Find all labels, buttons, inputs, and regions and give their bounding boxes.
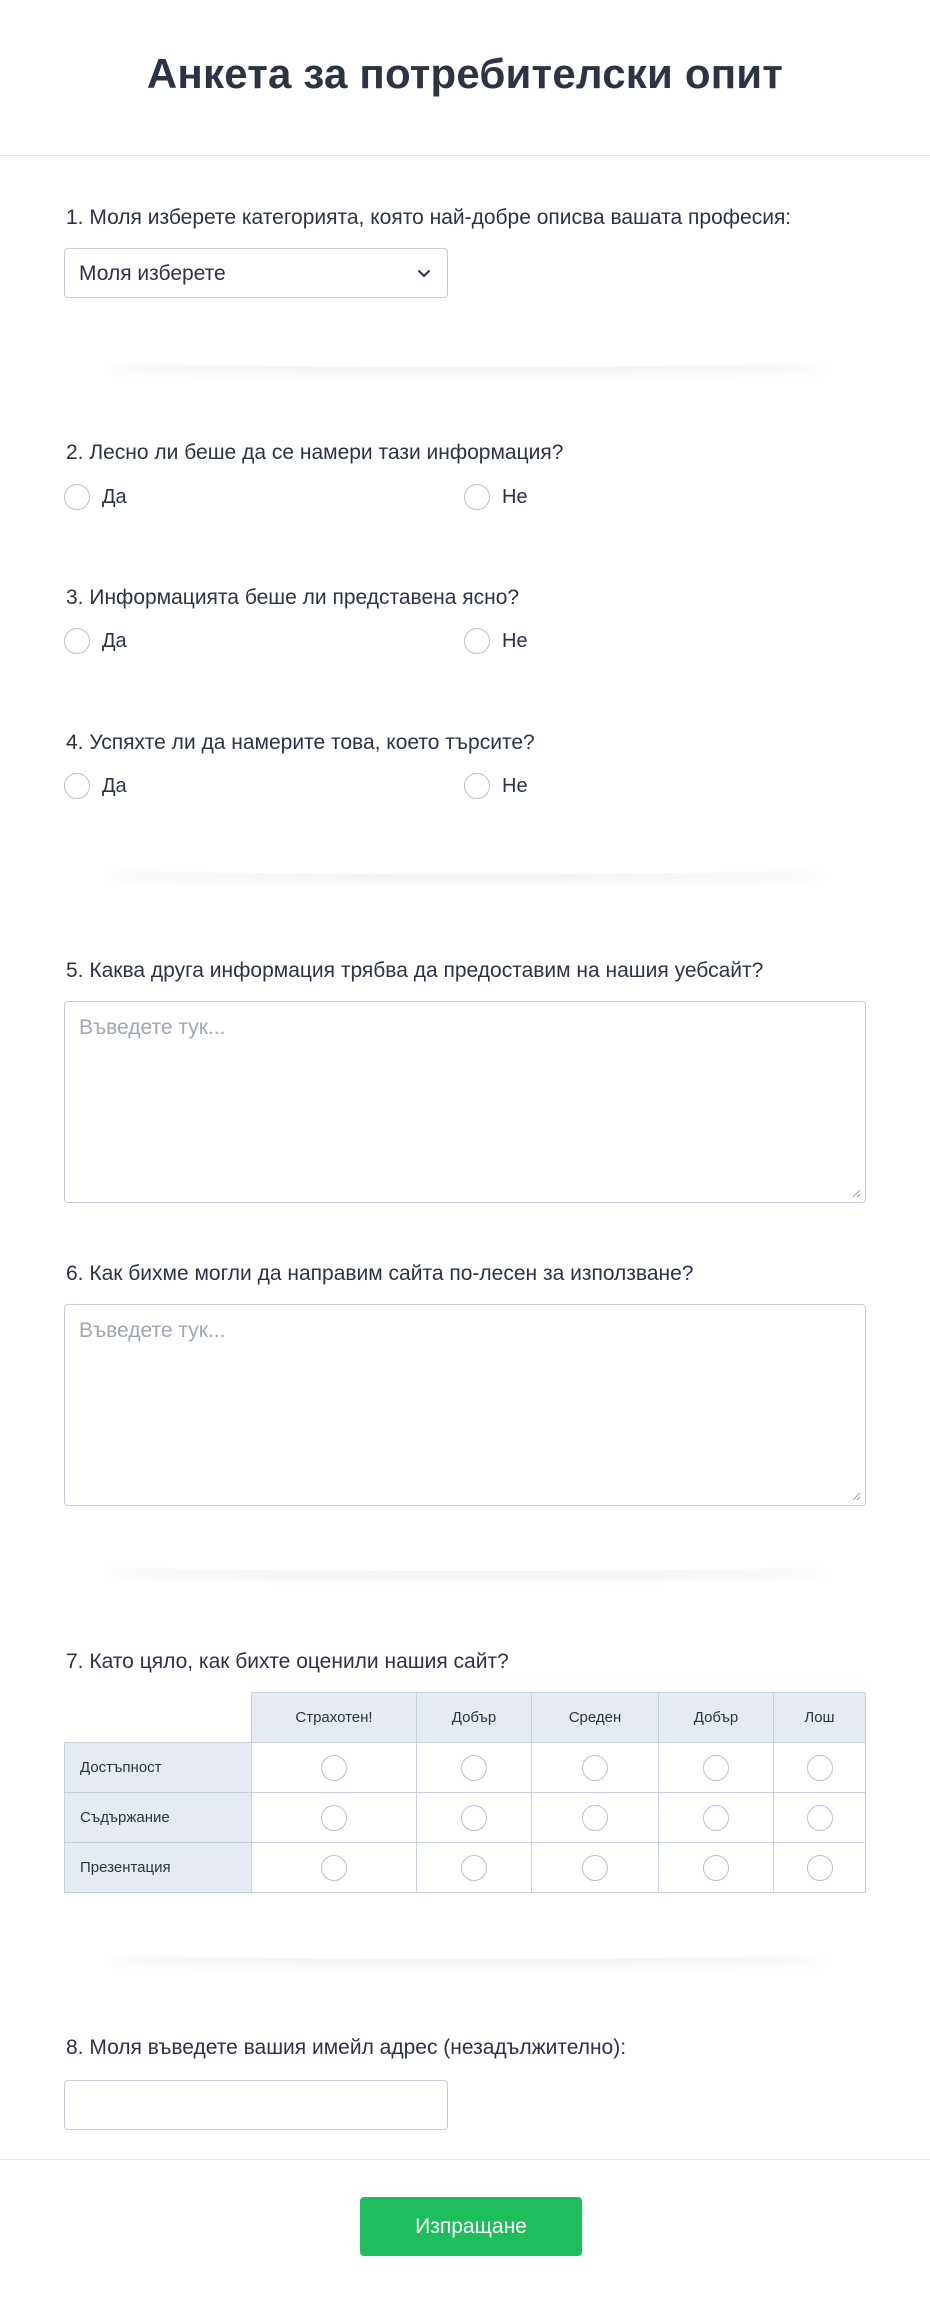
matrix-col-3: Среден xyxy=(532,1693,659,1743)
rating-matrix xyxy=(64,1692,866,1893)
question-4-label: 4. Успяхте ли да намерите това, което търсите? xyxy=(66,731,535,754)
question-5-label: 5. Каква друга информация трябва да предоставим на нашия уебсайт? xyxy=(66,959,764,982)
profession-select-value: Моля изберете xyxy=(79,262,226,285)
radio-button[interactable] xyxy=(64,628,90,654)
radio-button[interactable] xyxy=(703,1805,729,1831)
matrix-row-label: Презентация xyxy=(65,1843,252,1893)
radio-button[interactable] xyxy=(807,1805,833,1831)
matrix-row-label: Съдържание xyxy=(65,1793,252,1843)
q3-option-yes[interactable] xyxy=(64,628,127,654)
matrix-cell xyxy=(417,1743,532,1793)
q2-option-yes[interactable] xyxy=(64,484,127,510)
form-title: Анкета за потребителски опит xyxy=(146,50,784,97)
question-8-label: 8. Моля въведете вашия имейл адрес (незадължително): xyxy=(66,2036,627,2059)
resize-grip-icon[interactable] xyxy=(851,1188,861,1198)
matrix-col-2: Добър xyxy=(417,1693,532,1743)
q3-option-no[interactable] xyxy=(464,628,528,654)
radio-button[interactable] xyxy=(582,1805,608,1831)
website-info-textarea[interactable] xyxy=(64,1001,866,1203)
matrix-cell xyxy=(774,1793,866,1843)
matrix-cell xyxy=(252,1793,417,1843)
radio-button[interactable] xyxy=(64,773,90,799)
matrix-row xyxy=(65,1743,866,1793)
matrix-cell xyxy=(532,1793,659,1843)
matrix-col-1: Страхотен! xyxy=(252,1693,417,1743)
radio-button[interactable] xyxy=(807,1855,833,1881)
q2-option-no[interactable] xyxy=(464,484,528,510)
section-divider xyxy=(100,860,830,874)
q3-option-yes-label: Да xyxy=(102,629,127,652)
matrix-row xyxy=(65,1843,866,1893)
question-3-label: 3. Информацията беше ли представена ясно? xyxy=(66,586,520,609)
radio-button[interactable] xyxy=(703,1855,729,1881)
radio-button[interactable] xyxy=(321,1755,347,1781)
radio-button[interactable] xyxy=(461,1805,487,1831)
matrix-cell xyxy=(774,1843,866,1893)
matrix-cell xyxy=(659,1793,774,1843)
radio-button[interactable] xyxy=(461,1755,487,1781)
matrix-cell xyxy=(252,1743,417,1793)
email-field[interactable] xyxy=(64,2080,448,2130)
matrix-cell xyxy=(532,1743,659,1793)
radio-button[interactable] xyxy=(461,1855,487,1881)
radio-button[interactable] xyxy=(321,1855,347,1881)
question-6-label: 6. Как бихме могли да направим сайта по-лесен за използване? xyxy=(66,1262,694,1285)
matrix-cell xyxy=(532,1843,659,1893)
q4-option-no[interactable] xyxy=(464,773,528,799)
usability-textarea[interactable] xyxy=(64,1304,866,1506)
profession-select[interactable] xyxy=(64,248,448,298)
radio-button[interactable] xyxy=(464,484,490,510)
question-1-label: 1. Моля изберете категорията, която най-добре описва вашата професия: xyxy=(66,206,792,229)
textarea-placeholder: Въведете тук... xyxy=(79,1016,226,1039)
q2-option-no-label: Не xyxy=(502,485,528,508)
q4-option-no-label: Не xyxy=(502,774,528,797)
q3-option-no-label: Не xyxy=(502,629,528,652)
radio-button[interactable] xyxy=(703,1755,729,1781)
radio-button[interactable] xyxy=(582,1755,608,1781)
q2-option-yes-label: Да xyxy=(102,485,127,508)
textarea-placeholder: Въведете тук... xyxy=(79,1319,226,1342)
section-divider xyxy=(100,1945,830,1959)
matrix-cell xyxy=(659,1843,774,1893)
matrix-header-row xyxy=(65,1693,866,1743)
matrix-row xyxy=(65,1793,866,1843)
radio-button[interactable] xyxy=(464,628,490,654)
question-2-label: 2. Лесно ли беше да се намери тази информация? xyxy=(66,441,564,464)
resize-grip-icon[interactable] xyxy=(851,1491,861,1501)
q4-option-yes[interactable] xyxy=(64,773,127,799)
radio-button[interactable] xyxy=(807,1755,833,1781)
q4-option-yes-label: Да xyxy=(102,774,127,797)
form-header xyxy=(0,0,930,156)
matrix-cell xyxy=(417,1843,532,1893)
matrix-col-4: Добър xyxy=(659,1693,774,1743)
section-divider xyxy=(100,353,830,367)
radio-button[interactable] xyxy=(464,773,490,799)
radio-button[interactable] xyxy=(582,1855,608,1881)
matrix-cell xyxy=(252,1843,417,1893)
matrix-cell xyxy=(659,1743,774,1793)
matrix-cell xyxy=(417,1793,532,1843)
chevron-down-icon xyxy=(415,264,433,282)
radio-button[interactable] xyxy=(321,1805,347,1831)
question-7-label: 7. Като цяло, как бихте оценили нашия сайт? xyxy=(66,1650,509,1673)
section-divider xyxy=(100,1557,830,1571)
matrix-corner xyxy=(65,1693,252,1743)
matrix-cell xyxy=(774,1743,866,1793)
submit-button[interactable]: Изпращане xyxy=(360,2197,582,2256)
radio-button[interactable] xyxy=(64,484,90,510)
matrix-col-5: Лош xyxy=(774,1693,866,1743)
matrix-row-label: Достъпност xyxy=(65,1743,252,1793)
